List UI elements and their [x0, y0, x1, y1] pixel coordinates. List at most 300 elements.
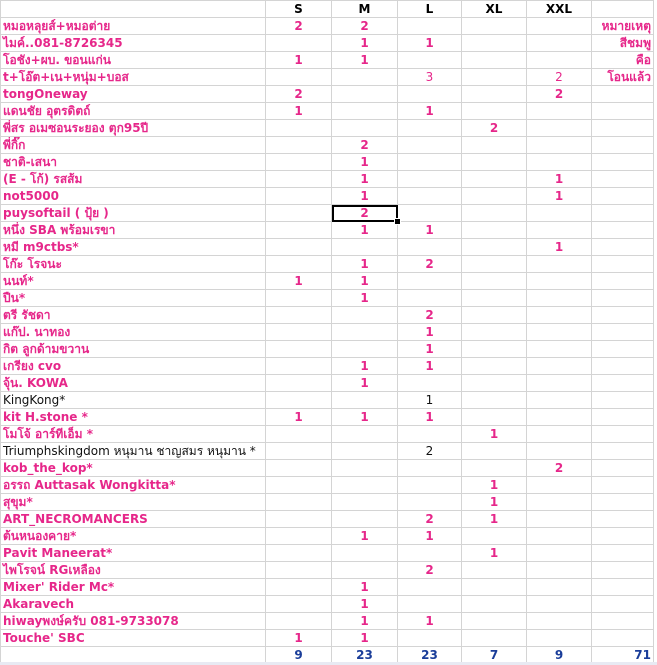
qty-cell-l[interactable]: 1 — [398, 613, 462, 630]
qty-cell-xxl[interactable]: 2 — [527, 460, 592, 477]
qty-cell-s[interactable]: 1 — [266, 273, 332, 290]
table-row — [1, 409, 654, 426]
note-cell[interactable] — [592, 205, 654, 222]
qty-cell-l[interactable]: 3 — [398, 69, 462, 86]
qty-cell-l[interactable] — [398, 120, 462, 137]
table-row — [1, 562, 654, 579]
qty-cell-s[interactable] — [266, 426, 332, 443]
note-cell[interactable] — [592, 307, 654, 324]
total-m[interactable]: 23 — [332, 647, 398, 664]
note-cell[interactable]: คือ — [592, 52, 654, 69]
qty-cell-m[interactable]: 1 — [332, 35, 398, 52]
qty-cell-m[interactable] — [332, 477, 398, 494]
table-row — [1, 273, 654, 290]
header-row — [1, 1, 654, 18]
qty-cell-s[interactable] — [266, 120, 332, 137]
qty-cell-xl[interactable] — [462, 443, 527, 460]
table-row — [1, 545, 654, 562]
qty-cell-xxl[interactable]: 2 — [527, 86, 592, 103]
qty-cell-l[interactable]: 1 — [398, 35, 462, 52]
qty-cell-m[interactable]: 1 — [332, 375, 398, 392]
note-cell[interactable] — [592, 596, 654, 613]
customer-name-cell[interactable]: ชาติ-เสนา — [1, 154, 266, 171]
qty-cell-s[interactable]: 1 — [266, 409, 332, 426]
selected-cell[interactable]: 2 — [332, 205, 398, 222]
qty-cell-s[interactable] — [266, 171, 332, 188]
qty-cell-m[interactable]: 1 — [332, 290, 398, 307]
qty-cell-m[interactable] — [332, 426, 398, 443]
qty-cell-xl[interactable] — [462, 222, 527, 239]
table-row — [1, 205, 654, 222]
qty-cell-xxl[interactable]: 2 — [527, 69, 592, 86]
qty-cell-s[interactable] — [266, 562, 332, 579]
qty-cell-s[interactable]: 1 — [266, 52, 332, 69]
qty-cell-l[interactable] — [398, 86, 462, 103]
note-cell[interactable] — [592, 120, 654, 137]
table-row — [1, 222, 654, 239]
qty-cell-l[interactable] — [398, 137, 462, 154]
customer-name-cell[interactable]: ต้นหนองคาย* — [1, 528, 266, 545]
qty-cell-m[interactable]: 1 — [332, 579, 398, 596]
note-cell[interactable] — [592, 341, 654, 358]
qty-cell-s[interactable] — [266, 477, 332, 494]
qty-cell-s[interactable] — [266, 188, 332, 205]
qty-cell-s[interactable] — [266, 375, 332, 392]
qty-cell-xxl[interactable] — [527, 511, 592, 528]
qty-cell-xxl[interactable] — [527, 545, 592, 562]
qty-cell-m[interactable]: 1 — [332, 52, 398, 69]
qty-cell-s[interactable] — [266, 392, 332, 409]
qty-cell-l[interactable] — [398, 205, 462, 222]
note-cell[interactable] — [592, 171, 654, 188]
qty-cell-xxl[interactable] — [527, 358, 592, 375]
qty-cell-l[interactable] — [398, 18, 462, 35]
total-label-cell[interactable] — [1, 647, 266, 664]
qty-cell-l[interactable]: 1 — [398, 528, 462, 545]
table-row — [1, 528, 654, 545]
qty-cell-s[interactable]: 1 — [266, 103, 332, 120]
qty-cell-l[interactable] — [398, 239, 462, 256]
qty-cell-m[interactable]: 1 — [332, 630, 398, 647]
qty-cell-m[interactable] — [332, 494, 398, 511]
qty-cell-xl[interactable] — [462, 596, 527, 613]
fill-handle[interactable] — [394, 218, 401, 225]
qty-cell-s[interactable]: 2 — [266, 18, 332, 35]
qty-cell-l[interactable] — [398, 494, 462, 511]
qty-cell-xl[interactable] — [462, 562, 527, 579]
qty-cell-l[interactable] — [398, 630, 462, 647]
qty-cell-l[interactable]: 2 — [398, 443, 462, 460]
qty-cell-m[interactable]: 1 — [332, 273, 398, 290]
qty-cell-s[interactable] — [266, 324, 332, 341]
customer-name-cell[interactable]: Touche' SBC — [1, 630, 266, 647]
customer-name-cell[interactable]: จุ้น. KOWA — [1, 375, 266, 392]
qty-cell-l[interactable]: 1 — [398, 358, 462, 375]
qty-cell-m[interactable] — [332, 443, 398, 460]
customer-name-cell[interactable]: Mixer' Rider Mc* — [1, 579, 266, 596]
qty-cell-s[interactable] — [266, 528, 332, 545]
qty-cell-xxl[interactable] — [527, 222, 592, 239]
table-row — [1, 137, 654, 154]
qty-cell-m[interactable]: 1 — [332, 222, 398, 239]
qty-cell-xxl[interactable] — [527, 324, 592, 341]
qty-cell-l[interactable] — [398, 596, 462, 613]
qty-cell-xxl[interactable] — [527, 477, 592, 494]
table-row — [1, 86, 654, 103]
table-row — [1, 35, 654, 52]
note-cell[interactable] — [592, 545, 654, 562]
qty-cell-xl[interactable] — [462, 69, 527, 86]
note-cell[interactable] — [592, 188, 654, 205]
note-cell[interactable] — [592, 137, 654, 154]
table-row — [1, 358, 654, 375]
table-row — [1, 494, 654, 511]
note-cell[interactable] — [592, 239, 654, 256]
qty-cell-s[interactable] — [266, 35, 332, 52]
qty-cell-l[interactable] — [398, 460, 462, 477]
qty-cell-xl[interactable] — [462, 18, 527, 35]
qty-cell-s[interactable]: 1 — [266, 630, 332, 647]
note-cell[interactable] — [592, 409, 654, 426]
table-row — [1, 596, 654, 613]
note-cell[interactable] — [592, 256, 654, 273]
qty-cell-xxl[interactable] — [527, 613, 592, 630]
customer-name-cell[interactable]: นนท์* — [1, 273, 266, 290]
header-note-cell[interactable] — [592, 1, 654, 18]
qty-cell-l[interactable]: 2 — [398, 562, 462, 579]
note-cell[interactable] — [592, 290, 654, 307]
table-row — [1, 426, 654, 443]
qty-cell-xxl[interactable] — [527, 494, 592, 511]
qty-cell-s[interactable] — [266, 613, 332, 630]
qty-cell-s[interactable] — [266, 443, 332, 460]
order-rows — [1, 18, 654, 647]
note-cell[interactable] — [592, 562, 654, 579]
note-cell[interactable] — [592, 222, 654, 239]
qty-cell-xl[interactable] — [462, 154, 527, 171]
note-cell[interactable] — [592, 86, 654, 103]
qty-cell-s[interactable] — [266, 545, 332, 562]
customer-name-cell[interactable]: kob_the_kop* — [1, 460, 266, 477]
qty-cell-m[interactable] — [332, 69, 398, 86]
qty-cell-xl[interactable]: 2 — [462, 120, 527, 137]
qty-cell-xl[interactable] — [462, 171, 527, 188]
note-cell[interactable] — [592, 154, 654, 171]
qty-cell-xl[interactable] — [462, 579, 527, 596]
qty-cell-xxl[interactable]: 1 — [527, 188, 592, 205]
qty-cell-s[interactable] — [266, 137, 332, 154]
qty-cell-xxl[interactable] — [527, 409, 592, 426]
qty-cell-xxl[interactable] — [527, 154, 592, 171]
qty-cell-s[interactable]: 2 — [266, 86, 332, 103]
qty-cell-xl[interactable]: 1 — [462, 426, 527, 443]
qty-cell-l[interactable]: 1 — [398, 324, 462, 341]
qty-cell-s[interactable] — [266, 341, 332, 358]
qty-cell-s[interactable] — [266, 460, 332, 477]
qty-cell-s[interactable] — [266, 154, 332, 171]
customer-name-cell[interactable]: t+โอ๊ต+เน+หนุ่ม+บอส — [1, 69, 266, 86]
qty-cell-l[interactable]: 1 — [398, 341, 462, 358]
customer-name-cell[interactable]: หมอหลุยส์+หมอต่าย — [1, 18, 266, 35]
qty-cell-xl[interactable] — [462, 528, 527, 545]
note-cell[interactable] — [592, 324, 654, 341]
qty-cell-l[interactable]: 2 — [398, 511, 462, 528]
qty-cell-l[interactable] — [398, 375, 462, 392]
customer-name-cell[interactable]: โก๊ะ โรจนะ — [1, 256, 266, 273]
note-cell[interactable] — [592, 392, 654, 409]
customer-name-cell[interactable]: not5000 — [1, 188, 266, 205]
qty-cell-m[interactable] — [332, 511, 398, 528]
customer-name-cell[interactable]: ตรี รัชดา — [1, 307, 266, 324]
qty-cell-l[interactable]: 1 — [398, 222, 462, 239]
customer-name-cell[interactable]: แก๊ป. นาทอง — [1, 324, 266, 341]
qty-cell-xxl[interactable] — [527, 35, 592, 52]
qty-cell-xl[interactable] — [462, 290, 527, 307]
customer-name-cell[interactable]: โอชัง+ผบ. ขอนแก่น — [1, 52, 266, 69]
header-size-l[interactable]: L — [398, 1, 462, 18]
qty-cell-xxl[interactable] — [527, 137, 592, 154]
qty-cell-l[interactable]: 1 — [398, 392, 462, 409]
qty-cell-s[interactable] — [266, 596, 332, 613]
qty-cell-l[interactable] — [398, 171, 462, 188]
table-row — [1, 630, 654, 647]
table-row — [1, 613, 654, 630]
qty-cell-xl[interactable] — [462, 137, 527, 154]
qty-cell-m[interactable]: 1 — [332, 358, 398, 375]
customer-name-cell[interactable]: Triumphskingdom หนุมาน ชาญสมร หนุมาน * — [1, 443, 266, 460]
qty-cell-s[interactable] — [266, 290, 332, 307]
qty-cell-xl[interactable] — [462, 35, 527, 52]
note-cell[interactable] — [592, 426, 654, 443]
customer-name-cell[interactable]: หมี m9ctbs* — [1, 239, 266, 256]
qty-cell-s[interactable] — [266, 494, 332, 511]
qty-cell-m[interactable]: 1 — [332, 188, 398, 205]
qty-cell-m[interactable]: 2 — [332, 137, 398, 154]
qty-cell-l[interactable] — [398, 477, 462, 494]
qty-cell-s[interactable] — [266, 205, 332, 222]
qty-cell-xxl[interactable] — [527, 290, 592, 307]
qty-cell-s[interactable] — [266, 222, 332, 239]
qty-cell-xxl[interactable] — [527, 18, 592, 35]
qty-cell-s[interactable] — [266, 239, 332, 256]
qty-cell-xxl[interactable] — [527, 103, 592, 120]
qty-cell-xxl[interactable] — [527, 341, 592, 358]
note-cell[interactable] — [592, 460, 654, 477]
qty-cell-xxl[interactable] — [527, 596, 592, 613]
table-row — [1, 290, 654, 307]
qty-cell-m[interactable] — [332, 307, 398, 324]
qty-cell-xxl[interactable] — [527, 375, 592, 392]
table-row — [1, 154, 654, 171]
customer-name-cell[interactable]: tongOneway — [1, 86, 266, 103]
qty-cell-l[interactable]: 1 — [398, 409, 462, 426]
qty-cell-l[interactable] — [398, 154, 462, 171]
note-cell[interactable] — [592, 443, 654, 460]
qty-cell-m[interactable] — [332, 120, 398, 137]
qty-cell-xl[interactable]: 1 — [462, 494, 527, 511]
customer-name-cell[interactable]: ไพโรจน์ RGเหลือง — [1, 562, 266, 579]
customer-name-cell[interactable]: หนึ่ง SBA พร้อมเรขา — [1, 222, 266, 239]
qty-cell-xl[interactable] — [462, 307, 527, 324]
note-cell[interactable] — [592, 579, 654, 596]
customer-name-cell[interactable]: เกรียง cvo — [1, 358, 266, 375]
qty-cell-l[interactable] — [398, 290, 462, 307]
qty-cell-xl[interactable] — [462, 86, 527, 103]
customer-name-cell[interactable]: ไมค์..081-8726345 — [1, 35, 266, 52]
qty-cell-m[interactable]: 1 — [332, 256, 398, 273]
qty-cell-xxl[interactable] — [527, 205, 592, 222]
note-cell[interactable]: สีชมพู — [592, 35, 654, 52]
note-cell[interactable] — [592, 358, 654, 375]
customer-name-cell[interactable]: ปืน* — [1, 290, 266, 307]
qty-cell-xl[interactable] — [462, 52, 527, 69]
qty-cell-m[interactable]: 1 — [332, 596, 398, 613]
qty-cell-s[interactable] — [266, 511, 332, 528]
qty-cell-xxl[interactable] — [527, 630, 592, 647]
qty-cell-m[interactable] — [332, 103, 398, 120]
qty-cell-xxl[interactable]: 1 — [527, 239, 592, 256]
qty-cell-xxl[interactable] — [527, 579, 592, 596]
note-cell[interactable] — [592, 273, 654, 290]
qty-cell-xxl[interactable] — [527, 562, 592, 579]
qty-cell-s[interactable] — [266, 69, 332, 86]
customer-name-cell[interactable]: อรรถ Auttasak Wongkitta* — [1, 477, 266, 494]
customer-name-cell[interactable]: สุขุม* — [1, 494, 266, 511]
qty-cell-xxl[interactable] — [527, 52, 592, 69]
qty-cell-xxl[interactable] — [527, 392, 592, 409]
note-cell[interactable] — [592, 613, 654, 630]
table-row — [1, 375, 654, 392]
header-size-s[interactable]: S — [266, 1, 332, 18]
qty-cell-xl[interactable] — [462, 630, 527, 647]
qty-cell-m[interactable] — [332, 341, 398, 358]
header-size-xl[interactable]: XL — [462, 1, 527, 18]
table-row — [1, 18, 654, 35]
qty-cell-xl[interactable] — [462, 205, 527, 222]
note-cell[interactable]: โอนแล้ว — [592, 69, 654, 86]
qty-cell-xl[interactable] — [462, 341, 527, 358]
qty-cell-xl[interactable]: 1 — [462, 545, 527, 562]
qty-cell-xl[interactable] — [462, 358, 527, 375]
customer-name-cell[interactable]: โมโจ้ อาร์ทีเอ็ม * — [1, 426, 266, 443]
note-cell[interactable]: หมายเหตุ — [592, 18, 654, 35]
qty-cell-l[interactable]: 2 — [398, 307, 462, 324]
customer-name-cell[interactable]: แดนชัย อุตรดิตถ์ — [1, 103, 266, 120]
qty-cell-xxl[interactable] — [527, 426, 592, 443]
note-cell[interactable] — [592, 630, 654, 647]
qty-cell-xl[interactable] — [462, 460, 527, 477]
total-xl[interactable]: 7 — [462, 647, 527, 664]
qty-cell-m[interactable] — [332, 460, 398, 477]
customer-name-cell[interactable]: (E - โก้) รสส้ม — [1, 171, 266, 188]
qty-cell-l[interactable]: 2 — [398, 256, 462, 273]
qty-cell-m[interactable] — [332, 239, 398, 256]
table-row — [1, 460, 654, 477]
qty-cell-l[interactable] — [398, 426, 462, 443]
qty-cell-m[interactable]: 1 — [332, 613, 398, 630]
qty-cell-xxl[interactable] — [527, 528, 592, 545]
qty-cell-s[interactable] — [266, 256, 332, 273]
qty-cell-xl[interactable] — [462, 392, 527, 409]
qty-cell-xl[interactable] — [462, 188, 527, 205]
note-cell[interactable] — [592, 477, 654, 494]
customer-name-cell[interactable]: kit H.stone * — [1, 409, 266, 426]
customer-name-cell[interactable]: ART_NECROMANCERS — [1, 511, 266, 528]
qty-cell-l[interactable] — [398, 52, 462, 69]
qty-cell-xl[interactable] — [462, 375, 527, 392]
note-cell[interactable] — [592, 528, 654, 545]
qty-cell-l[interactable] — [398, 188, 462, 205]
qty-cell-xl[interactable]: 1 — [462, 511, 527, 528]
customer-name-cell[interactable]: hiwayพงษ์ครับ 081-9733078 — [1, 613, 266, 630]
qty-cell-m[interactable]: 1 — [332, 409, 398, 426]
qty-cell-xl[interactable] — [462, 103, 527, 120]
qty-cell-m[interactable]: 1 — [332, 171, 398, 188]
qty-cell-l[interactable] — [398, 545, 462, 562]
qty-cell-m[interactable] — [332, 392, 398, 409]
totals-row — [1, 647, 654, 664]
qty-cell-m[interactable] — [332, 324, 398, 341]
qty-cell-xl[interactable] — [462, 613, 527, 630]
customer-name-cell[interactable]: พี่สร อเมซอนระยอง ตุก95ปี — [1, 120, 266, 137]
qty-cell-xxl[interactable] — [527, 120, 592, 137]
total-all[interactable]: 71 — [592, 647, 654, 664]
qty-cell-m[interactable]: 1 — [332, 528, 398, 545]
customer-name-cell[interactable]: กิต ลูกด้ามขวาน — [1, 341, 266, 358]
qty-cell-l[interactable] — [398, 579, 462, 596]
qty-cell-l[interactable]: 1 — [398, 103, 462, 120]
customer-name-cell[interactable]: Pavit Maneerat* — [1, 545, 266, 562]
note-cell[interactable] — [592, 494, 654, 511]
table-row — [1, 120, 654, 137]
qty-cell-m[interactable]: 2 — [332, 18, 398, 35]
qty-cell-xl[interactable] — [462, 239, 527, 256]
header-name-cell[interactable] — [1, 1, 266, 18]
qty-cell-xxl[interactable]: 1 — [527, 171, 592, 188]
qty-cell-xl[interactable] — [462, 273, 527, 290]
qty-cell-s[interactable] — [266, 358, 332, 375]
qty-cell-xl[interactable] — [462, 324, 527, 341]
note-cell[interactable] — [592, 511, 654, 528]
qty-cell-xl[interactable] — [462, 409, 527, 426]
qty-cell-xl[interactable] — [462, 256, 527, 273]
qty-cell-xxl[interactable] — [527, 443, 592, 460]
customer-name-cell[interactable]: พี่กิ๊ก — [1, 137, 266, 154]
note-cell[interactable] — [592, 103, 654, 120]
note-cell[interactable] — [592, 375, 654, 392]
qty-cell-xxl[interactable] — [527, 307, 592, 324]
total-s[interactable]: 9 — [266, 647, 332, 664]
total-xxl[interactable]: 9 — [527, 647, 592, 664]
customer-name-cell[interactable]: puysoftail ( ปุ้ย ) — [1, 205, 266, 222]
header-size-xxl[interactable]: XXL — [527, 1, 592, 18]
qty-cell-xxl[interactable] — [527, 273, 592, 290]
qty-cell-xxl[interactable] — [527, 256, 592, 273]
qty-cell-m[interactable]: 1 — [332, 154, 398, 171]
qty-cell-s[interactable] — [266, 579, 332, 596]
qty-cell-xl[interactable]: 1 — [462, 477, 527, 494]
customer-name-cell[interactable]: Akaravech — [1, 596, 266, 613]
qty-cell-m[interactable] — [332, 545, 398, 562]
qty-cell-m[interactable] — [332, 86, 398, 103]
qty-cell-l[interactable] — [398, 273, 462, 290]
qty-cell-s[interactable] — [266, 307, 332, 324]
total-l[interactable]: 23 — [398, 647, 462, 664]
qty-cell-m[interactable] — [332, 562, 398, 579]
header-size-m[interactable]: M — [332, 1, 398, 18]
table-row — [1, 256, 654, 273]
customer-name-cell[interactable]: KingKong* — [1, 392, 266, 409]
